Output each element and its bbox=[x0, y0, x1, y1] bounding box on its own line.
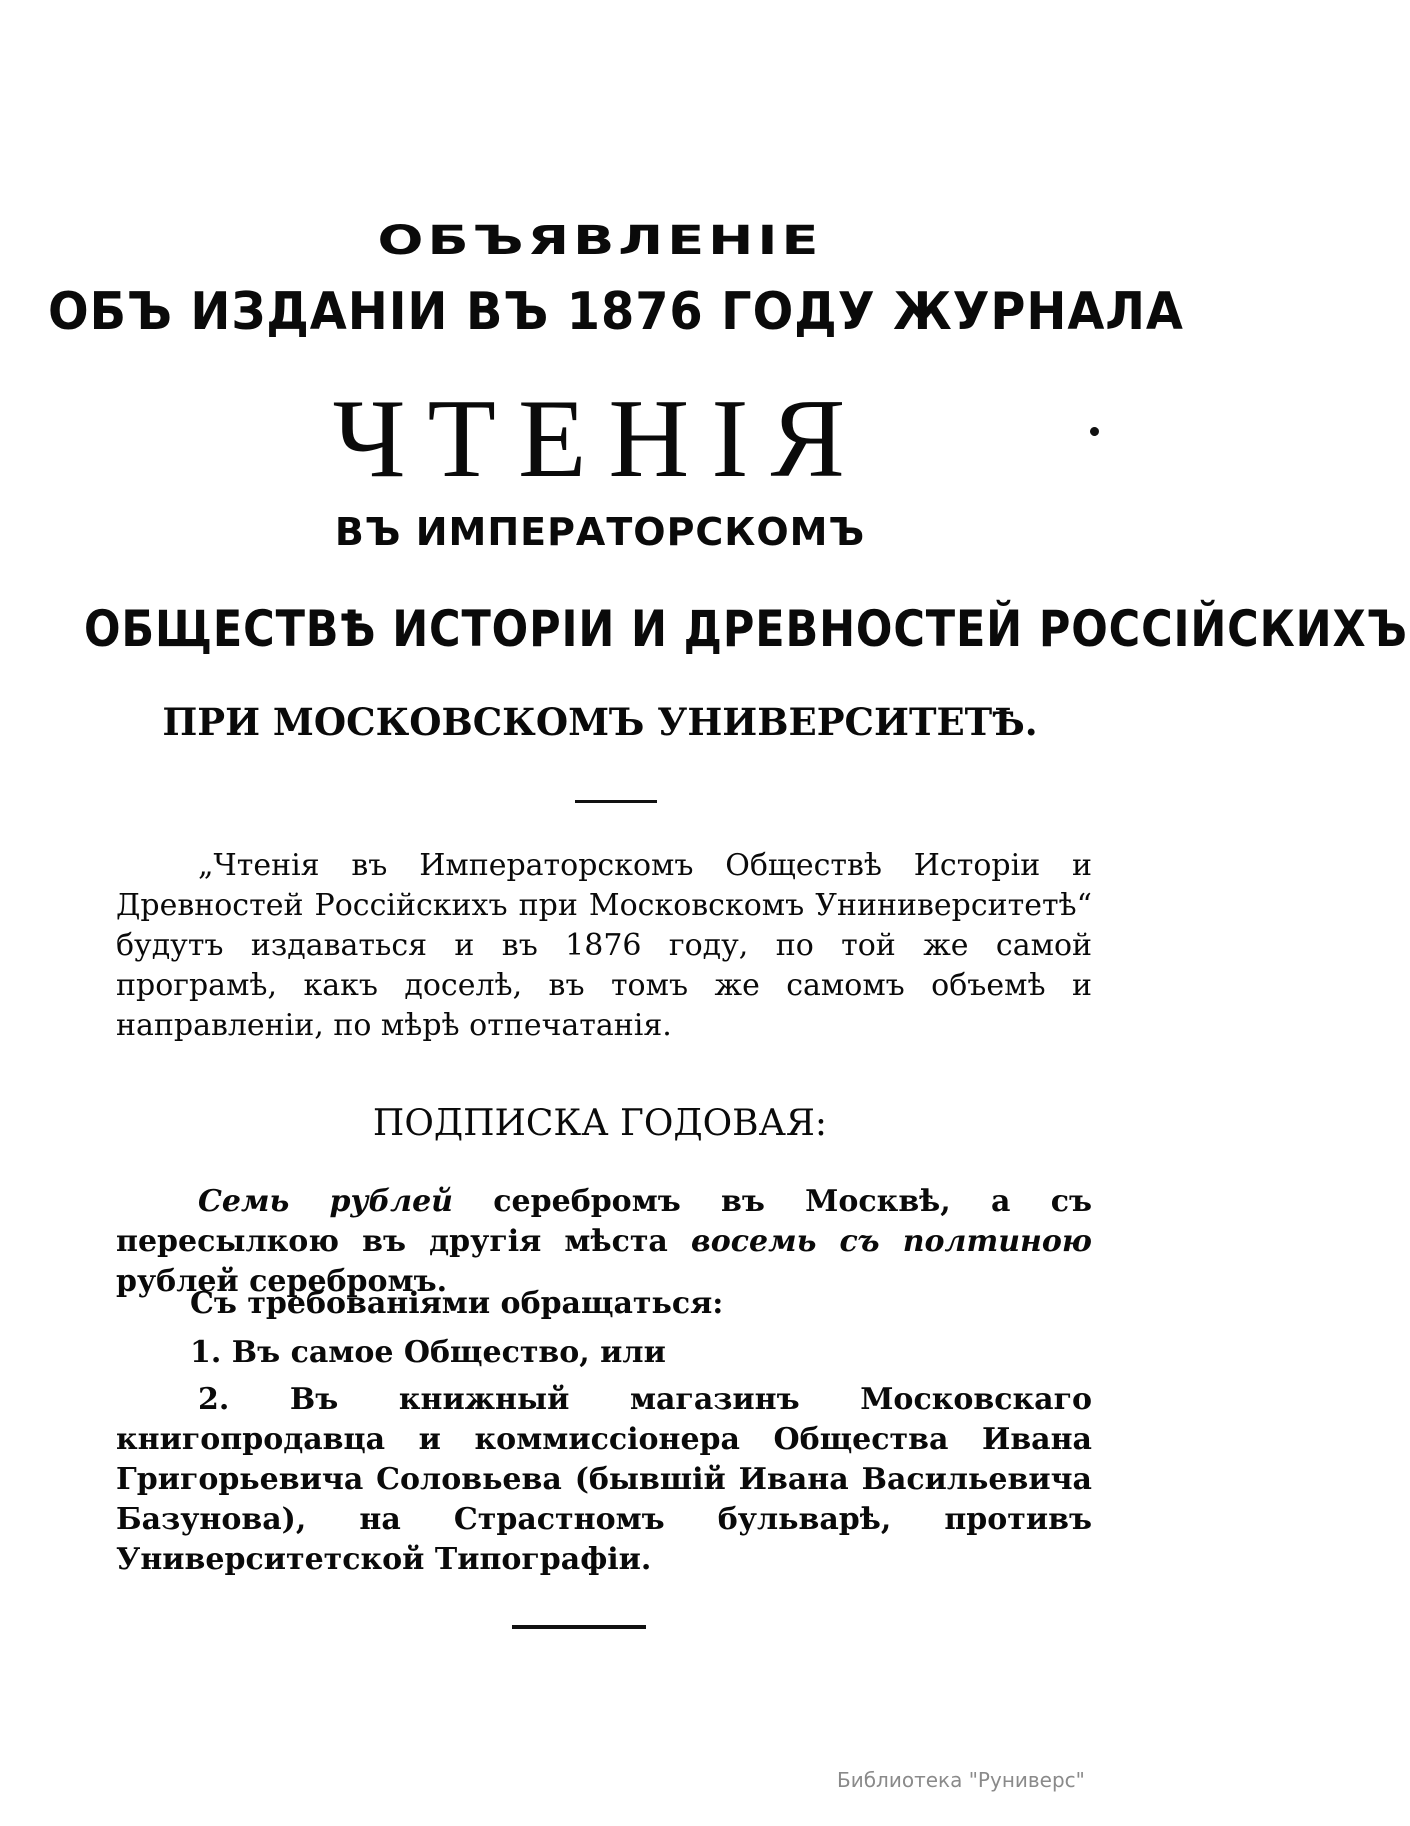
option-2-paragraph bbox=[116, 1380, 1092, 1580]
option-2: 2. Въ книжный магазинъ Московскаго книгопродавца и коммиссіонера Общества Ивана Григорьевича Соловьева (бывшій Ивана Васильевича Базунова), на Страстномъ бульварѣ, противъ Университетской Типографіи. bbox=[116, 1382, 1092, 1577]
library-watermark: Библиотека "Руниверс" bbox=[837, 1768, 1085, 1792]
subscription-heading: ПОДПИСКА ГОДОВАЯ: bbox=[372, 1103, 828, 1144]
intro-paragraph bbox=[116, 846, 1092, 1046]
journal-title: ЧТЕНІЯ bbox=[332, 377, 868, 501]
option-1: 1. Въ самое Общество, или bbox=[190, 1335, 666, 1370]
price-seven-rubles: Семь рублей bbox=[198, 1184, 453, 1219]
university-heading: ПРИ МОСКОВСКОМЪ УНИВЕРСИТЕТѢ. bbox=[162, 700, 1038, 744]
price-eight-fifty: восемь съ полтиною bbox=[691, 1224, 1092, 1259]
price-paragraph bbox=[116, 1182, 1092, 1302]
requests-label: Съ требованіями обращаться: bbox=[190, 1286, 724, 1321]
end-rule bbox=[512, 1625, 646, 1629]
announcement-heading: ОБЪЯВЛЕНІЕ bbox=[377, 218, 823, 264]
imperial-heading: ВЪ ИМПЕРАТОРСКОМЪ bbox=[334, 510, 866, 554]
edition-heading: ОБЪ ИЗДАНІИ ВЪ 1876 ГОДУ ЖУРНАЛА bbox=[48, 282, 1184, 342]
price-text-2: рублей серебромъ. bbox=[116, 1264, 448, 1299]
price-text-1: серебромъ въ Москвѣ, а съ пересылкою въ другія мѣста bbox=[116, 1184, 1092, 1259]
divider-rule bbox=[575, 800, 657, 803]
intro-text: „Чтенія въ Императорскомъ Обществѣ Исторіи и Древностей Россійскихъ при Московскомъ Униниверситетѣ“ будутъ издаваться и въ 1876 году, по той же самой програмѣ, какъ доселѣ, въ томъ же самомъ объемѣ и направленіи, по мѣрѣ отпечатанія. bbox=[116, 848, 1092, 1043]
society-heading: ОБЩЕСТВѢ ИСТОРІИ И ДРЕВНОСТЕЙ РОССІЙСКИХЪ bbox=[84, 600, 1408, 658]
